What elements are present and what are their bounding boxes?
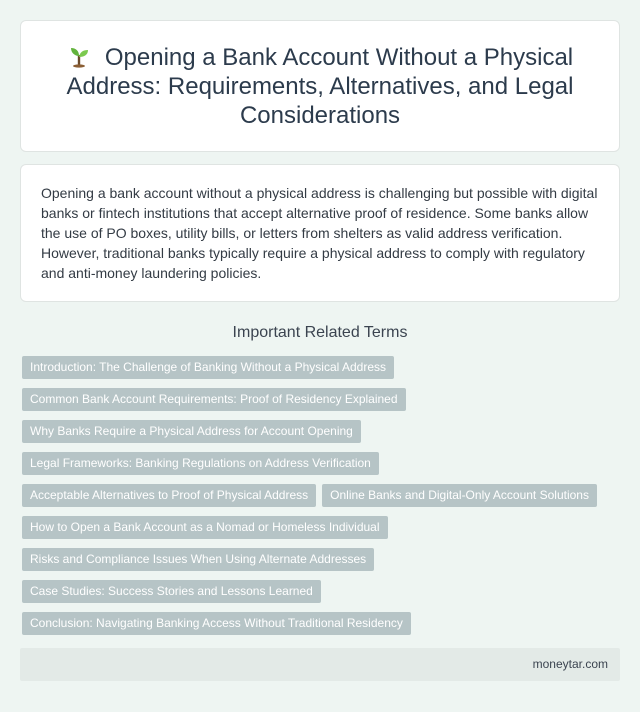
intro-card — [20, 164, 620, 302]
title-card — [20, 20, 620, 152]
related-term-tag[interactable]: Common Bank Account Requirements: Proof of Residency Explained — [22, 388, 406, 411]
related-term-tag[interactable]: Legal Frameworks: Banking Regulations on Address Verification — [22, 452, 379, 475]
footer-site: moneytar.com — [532, 657, 608, 671]
related-term-tag[interactable]: Case Studies: Success Stories and Lessons Learned — [22, 580, 321, 603]
related-term-tag[interactable]: Online Banks and Digital-Only Account Solutions — [322, 484, 597, 507]
related-term-tag[interactable]: How to Open a Bank Account as a Nomad or Homeless Individual — [22, 516, 388, 539]
related-terms-list — [22, 356, 618, 635]
sprout-icon — [67, 44, 91, 68]
related-term-tag[interactable]: Conclusion: Navigating Banking Access Without Traditional Residency — [22, 612, 411, 635]
page-title — [49, 43, 591, 130]
related-term-tag[interactable]: Acceptable Alternatives to Proof of Physical Address — [22, 484, 316, 507]
page-title-text: Opening a Bank Account Without a Physical Address: Requirements, Alternatives, and Legal Considerations — [66, 44, 574, 129]
related-term-tag[interactable]: Why Banks Require a Physical Address for Account Opening — [22, 420, 361, 443]
footer — [20, 648, 620, 681]
intro-paragraph: Opening a bank account without a physical address is challenging but possible with digital banks or fintech institutions that accept alternative proof of residence. Some banks allow the use of PO boxes, utility bills, or letters from shelters as valid address verification. However, traditional banks typically require a physical address to comply with regulatory and anti-money laundering policies. — [41, 185, 598, 281]
related-term-tag[interactable]: Risks and Compliance Issues When Using Alternate Addresses — [22, 548, 374, 571]
related-terms-heading: Important Related Terms — [232, 324, 408, 341]
related-term-tag[interactable]: Introduction: The Challenge of Banking Without a Physical Address — [22, 356, 394, 379]
